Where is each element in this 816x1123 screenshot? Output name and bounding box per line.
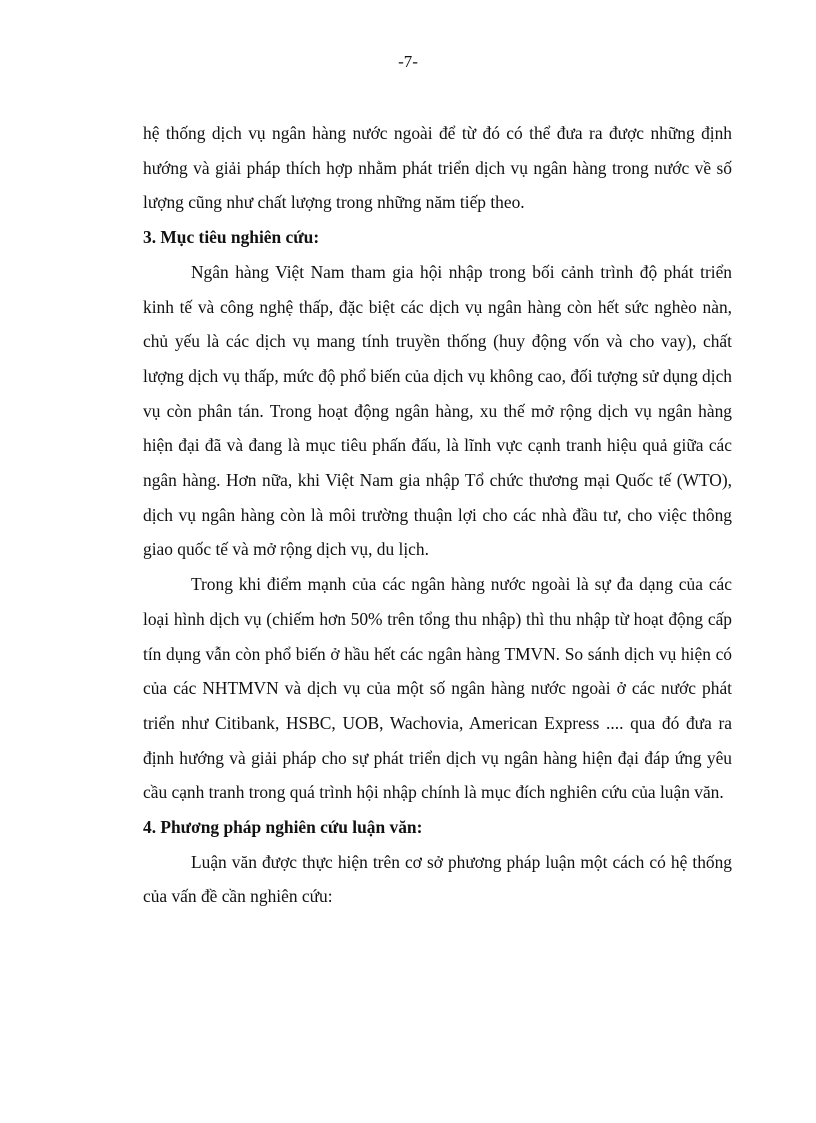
page-number: -7- xyxy=(398,52,418,71)
section-heading-objectives: 3. Mục tiêu nghiên cứu: xyxy=(143,227,320,248)
section-heading-methods: 4. Phương pháp nghiên cứu luận văn: xyxy=(143,817,423,838)
page-content xyxy=(143,116,732,914)
paragraph-objectives-2: Trong khi điểm mạnh của các ngân hàng nước ngoài là sự đa dạng của các loại hình dịch vụ (chiếm hơn 50% trên tổng thu nhập) thì thu nhập từ hoạt động cấp tín dụng vẫn còn phổ biến ở hầu hết các ngân hàng TMVN. So sánh dịch vụ hiện có của các NHTMVN và dịch vụ của một số ngân hàng nước ngoài ở các nước phát triển như Citibank, HSBC, UOB, Wachovia, American Express .... qua đó đưa ra định hướng và giải pháp cho sự phát triển dịch vụ ngân hàng hiện đại đáp ứng yêu cầu cạnh tranh trong quá trình hội nhập chính là mục đích nghiên cứu của luận văn. xyxy=(143,574,732,803)
paragraph-continuation: hệ thống dịch vụ ngân hàng nước ngoài để từ đó có thể đưa ra được những định hướng và giải pháp thích hợp nhằm phát triển dịch vụ ngân hàng trong nước về số lượng cũng như chất lượng trong những năm tiếp theo. xyxy=(143,123,732,213)
paragraph-methods: Luận văn được thực hiện trên cơ sở phương pháp luận một cách có hệ thống của vấn đề cần nghiên cứu: xyxy=(143,851,732,907)
paragraph-objectives-1: Ngân hàng Việt Nam tham gia hội nhập trong bối cảnh trình độ phát triển kinh tế và công nghệ thấp, đặc biệt các dịch vụ ngân hàng còn hết sức nghèo nàn, chủ yếu là các dịch vụ mang tính truyền thống (huy động vốn và cho vay), chất lượng dịch vụ thấp, mức độ phổ biến của dịch vụ không cao, đối tượng sử dụng dịch vụ còn phân tán. Trong hoạt động ngân hàng, xu thế mở rộng dịch vụ ngân hàng hiện đại đã và đang là mục tiêu phấn đấu, là lĩnh vực cạnh tranh hiệu quả giữa các ngân hàng. Hơn nữa, khi Việt Nam gia nhập Tổ chức thương mại Quốc tế (WTO), dịch vụ ngân hàng còn là môi trường thuận lợi cho các nhà đầu tư, cho việc thông giao quốc tế và mở rộng dịch vụ, du lịch. xyxy=(143,261,732,560)
